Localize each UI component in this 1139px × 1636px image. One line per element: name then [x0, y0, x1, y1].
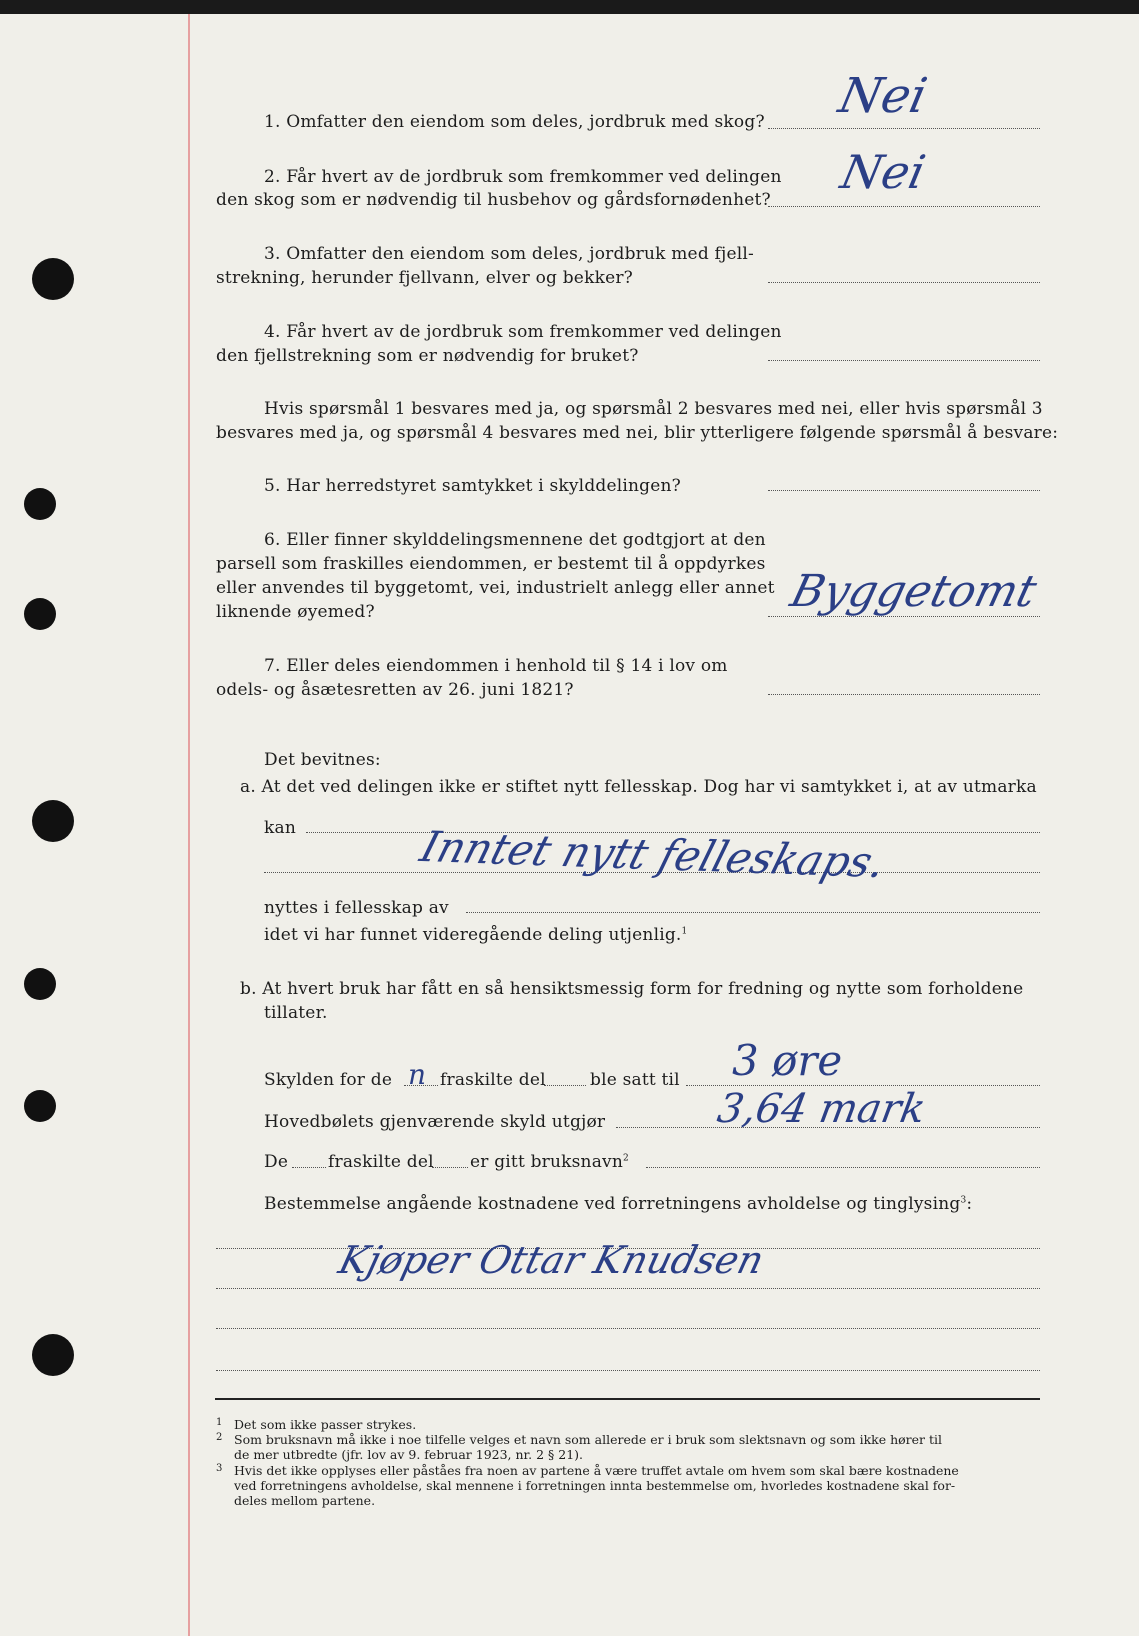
scan-top-edge — [0, 0, 1139, 14]
footnote-3-number: 3 — [216, 1463, 223, 1474]
question-2-line-1: 2. Får hvert av de jordbruk som fremkommer ved delingen — [264, 167, 782, 187]
bruksnavn-label: er gitt bruksnavn — [470, 1152, 623, 1172]
footnote-ref-3: 3 — [960, 1195, 967, 1206]
skylden-label-c: ble satt til — [590, 1070, 680, 1090]
handwritten-hovedbol: 3,64 mark — [713, 1086, 929, 1132]
handwritten-kostnader: Kjøper Ottar Knudsen — [334, 1238, 769, 1282]
de-label-c — [470, 1150, 629, 1175]
idet-label: idet vi har funnet videregående deling utjenlig. — [264, 925, 682, 945]
question-6-line-3: eller anvendes til byggetomt, vei, industrielt anlegg eller annet — [216, 578, 775, 598]
footnote-3-line-2: ved forretningens avholdelse, skal mennene i forretningen innta bestemmelse om, hvorledes kostnadene skal for- — [234, 1478, 956, 1493]
bestemmelse-colon: : — [966, 1194, 973, 1214]
answer-line-4 — [768, 360, 1040, 361]
answer-line-2 — [768, 206, 1040, 207]
red-margin-line — [188, 14, 190, 1636]
question-4-line-1: 4. Får hvert av de jordbruk som fremkommer ved delingen — [264, 322, 782, 342]
question-4-line-2: den fjellstrekning som er nødvendig for bruket? — [216, 346, 639, 366]
question-5: 5. Har herredstyret samtykket i skylddelingen? — [264, 476, 681, 496]
nyttes-label: nyttes i fellesskap av — [264, 898, 449, 918]
handwritten-kan: Inntet nytt felleskaps. — [415, 821, 892, 888]
skylden-label-a: Skylden for de — [264, 1070, 393, 1090]
question-1: 1. Omfatter den eiendom som deles, jordbruk med skog? — [264, 112, 765, 132]
footnote-1-number: 1 — [216, 1417, 223, 1428]
footnote-divider — [215, 1398, 1040, 1400]
condition-line-1: Hvis spørsmål 1 besvares med ja, og spørsmål 2 besvares med nei, eller hvis spørsmål 3 — [264, 399, 1043, 419]
bevitnes-a-line-1: a. At det ved delingen ikke er stiftet nytt fellesskap. Dog har vi samtykket i, at av utmarka — [240, 777, 1037, 797]
question-6-line-1: 6. Eller finner skylddelingsmennene det godtgjort at den — [264, 530, 766, 550]
handwritten-answer-1: Nei — [834, 68, 932, 124]
punch-hole — [24, 598, 56, 630]
bestemmelse-label: Bestemmelse angående kostnadene ved forretningens avholdelse og tinglysing — [264, 1194, 961, 1214]
nyttes-line — [466, 912, 1040, 913]
footnote-2-number: 2 — [216, 1432, 223, 1443]
punch-hole — [24, 488, 56, 520]
skylden-blank-2 — [544, 1085, 586, 1086]
footnote-1: Det som ikke passer strykes. — [234, 1417, 417, 1432]
skylden-label-b: fraskilte del — [440, 1070, 546, 1090]
question-3-line-1: 3. Omfatter den eiendom som deles, jordbruk med fjell- — [264, 244, 754, 264]
question-3-line-2: strekning, herunder fjellvann, elver og bekker? — [216, 268, 633, 288]
bruksnavn-line — [646, 1167, 1040, 1168]
answer-line-3 — [768, 282, 1040, 283]
footnote-ref-1: 1 — [681, 926, 688, 937]
question-2-line-2: den skog som er nødvendig til husbehov og gårdsfornødenhet? — [216, 190, 771, 210]
handwritten-answer-6: Byggetomt — [785, 566, 1042, 617]
kostnader-line-2 — [216, 1288, 1040, 1289]
bevitnes-b-line-1: b. At hvert bruk har fått en så hensiktsmessig form for fredning og nytte som forholdene — [240, 979, 1024, 999]
footnote-3-line-1: Hvis det ikke opplyses eller påståes fra noen av partene å være truffet avtale om hvem som skal bære kostnadene — [234, 1463, 959, 1478]
punch-hole — [32, 1334, 74, 1376]
de-blank-1 — [292, 1167, 326, 1168]
de-blank-2 — [432, 1167, 468, 1168]
question-6-line-2: parsell som fraskilles eiendommen, er bestemt til å oppdyrkes — [216, 554, 766, 574]
footnote-2-line-1: Som bruksnavn må ikke i noe tilfelle velges et navn som allerede er i bruk som slektsnavn og som ikke hører til — [234, 1432, 943, 1447]
kostnader-line-3 — [216, 1328, 1040, 1329]
bevitnes-b-line-2: tillater. — [264, 1003, 328, 1023]
kan-label: kan — [264, 818, 296, 838]
question-6-line-4: liknende øyemed? — [216, 602, 375, 622]
footnote-ref-2: 2 — [623, 1153, 629, 1164]
question-7-line-2: odels- og åsætesretten av 26. juni 1821? — [216, 680, 574, 700]
punch-hole — [24, 1090, 56, 1122]
bestemmelse-text — [264, 1192, 972, 1217]
answer-line-7 — [768, 694, 1040, 695]
answer-line-1 — [768, 128, 1040, 129]
question-7-line-1: 7. Eller deles eiendommen i henhold til § 14 i lov om — [264, 656, 728, 676]
answer-line-5 — [768, 490, 1040, 491]
punch-hole — [24, 968, 56, 1000]
punch-hole — [32, 258, 74, 300]
handwritten-answer-2: Nei — [836, 145, 930, 199]
de-label-b: fraskilte del — [328, 1152, 434, 1172]
footnote-2-line-2: de mer utbredte (jfr. lov av 9. februar 1923, nr. 2 § 21). — [234, 1447, 584, 1462]
handwritten-de-suffix: n — [408, 1058, 427, 1091]
handwritten-skyld: 3 øre — [732, 1036, 843, 1085]
de-label-a: De — [264, 1152, 289, 1172]
kostnader-line-4 — [216, 1370, 1040, 1371]
hovedbol-label: Hovedbølets gjenværende skyld utgjør — [264, 1112, 606, 1132]
footnote-3-line-3: deles mellom partene. — [234, 1493, 376, 1508]
skylden-blank-1 — [404, 1085, 438, 1086]
bevitnes-heading: Det bevitnes: — [264, 750, 381, 770]
punch-hole — [32, 800, 74, 842]
condition-line-2: besvares med ja, og spørsmål 4 besvares med nei, blir ytterligere følgende spørsmål å besvare: — [216, 423, 1059, 443]
idet-text — [264, 923, 687, 948]
